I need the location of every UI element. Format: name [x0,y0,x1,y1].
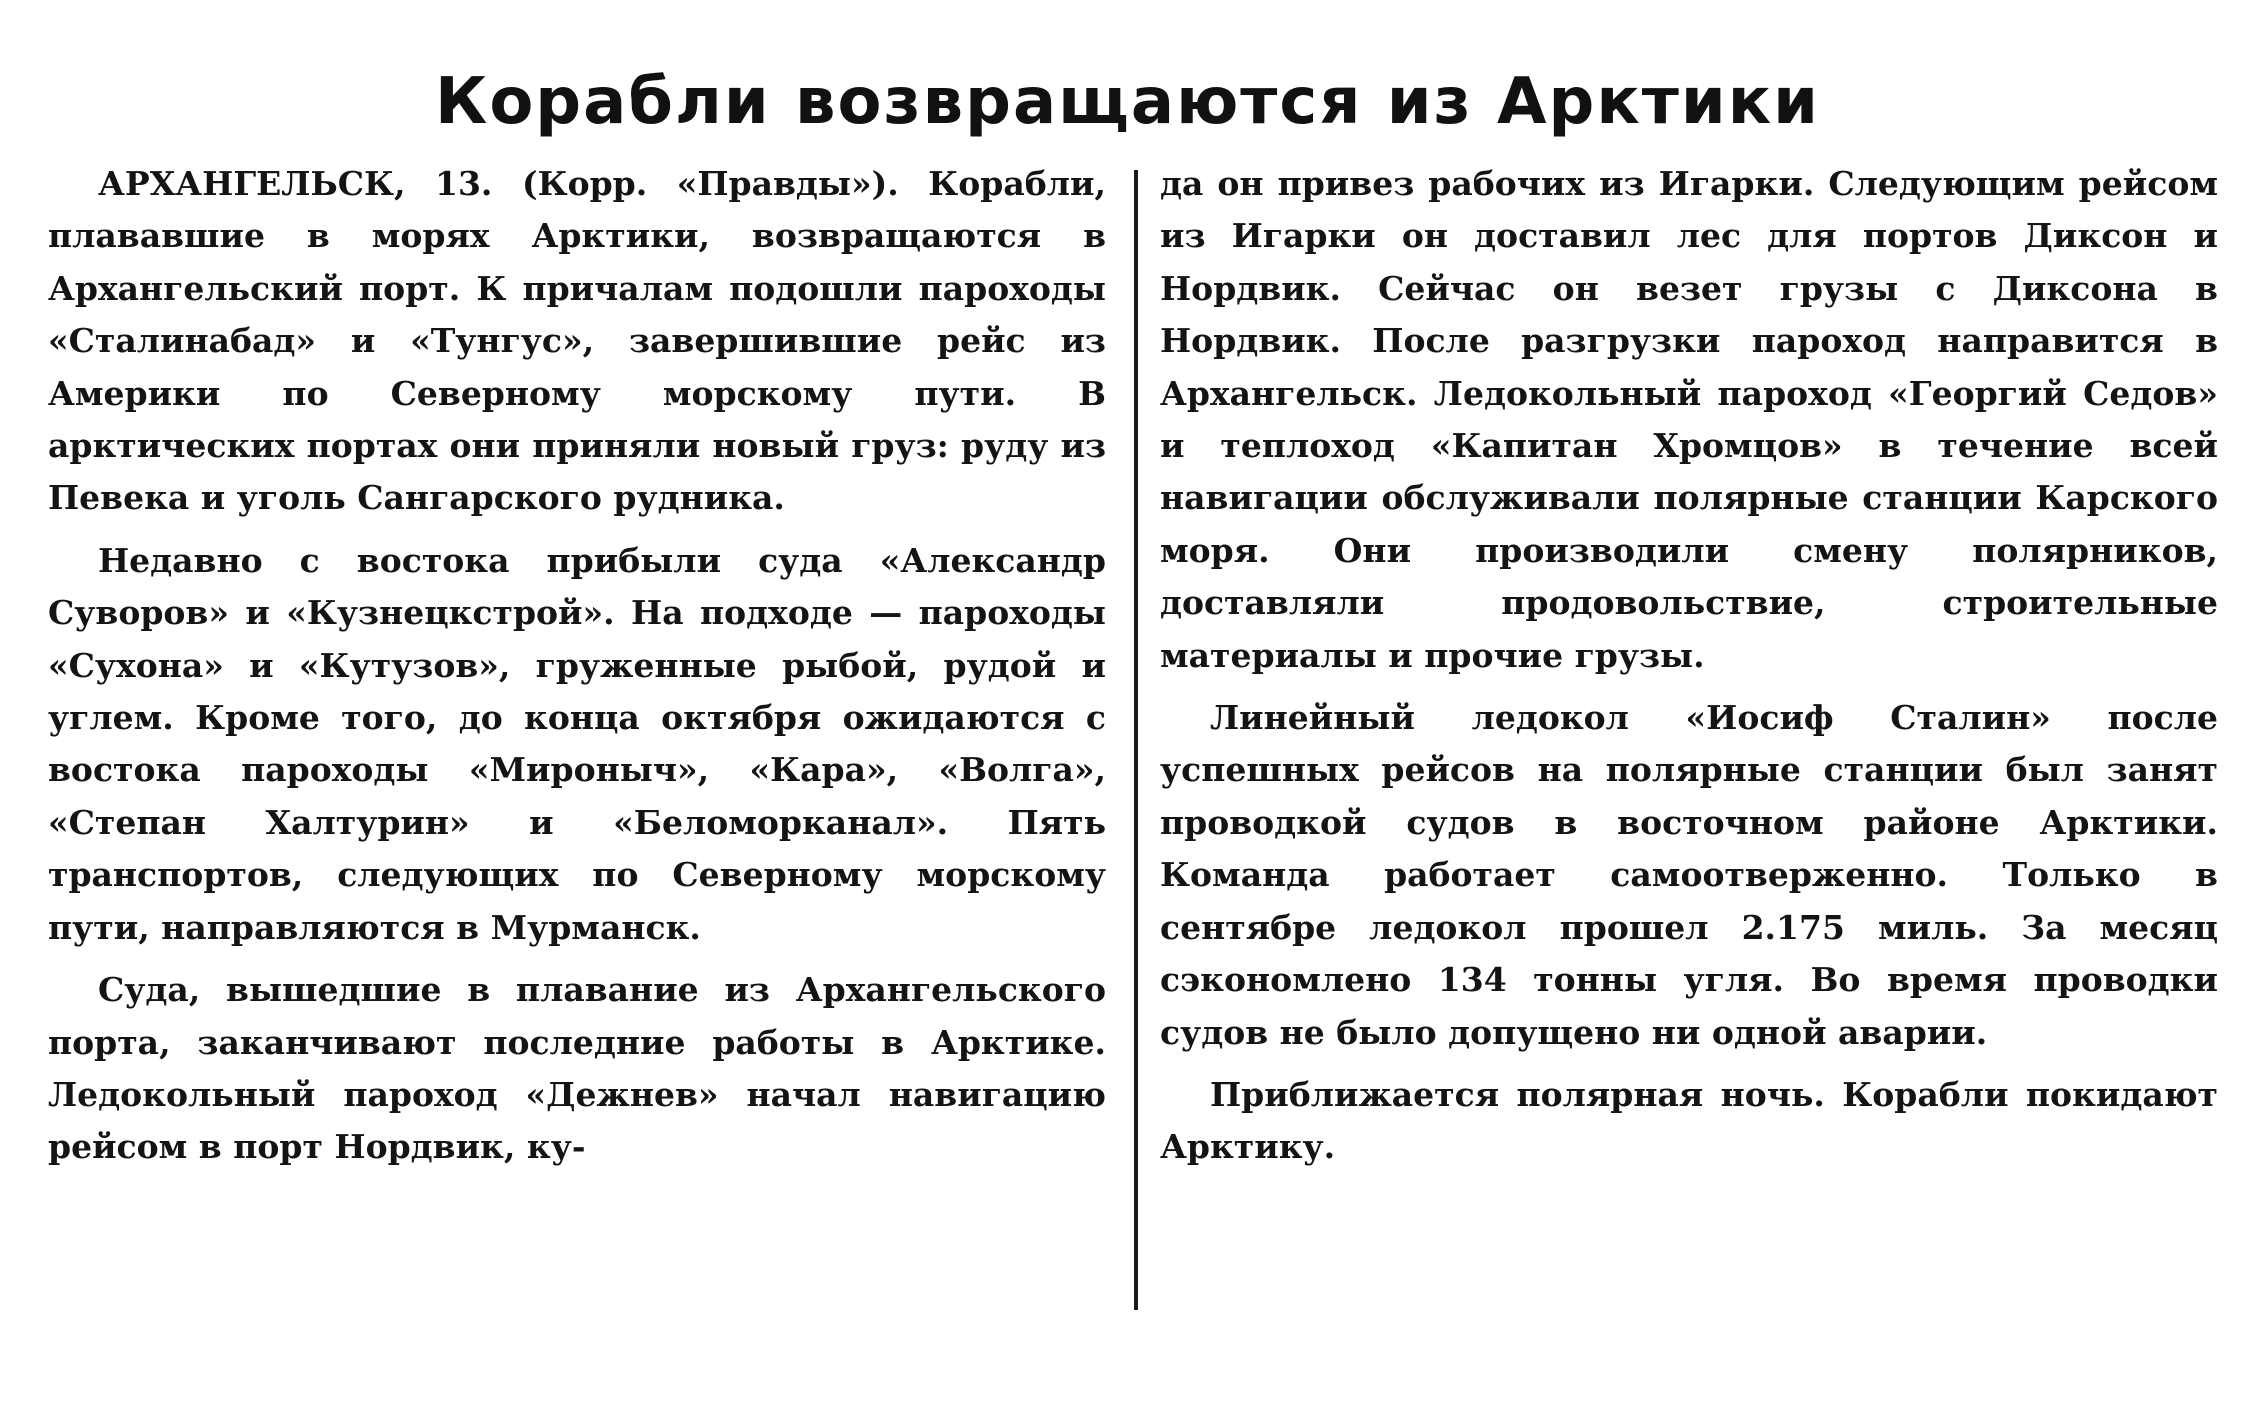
paragraph-continued: да он привез рабочих из Игарки. Следующим рейсом из Игарки он доставил лес для портов Диксон и Нордвик. Сейчас он везет грузы с Диксона в Нордвик. После разгрузки пароход направится в Архангельск. Ледокольный пароход «Георгий Седов» и теплоход «Капитан Хромцов» в течение всей навигации обслуживали полярные станции Карского моря. Они производили смену полярников, доставляли продовольствие, строительные материалы и прочие грузы. [1160,164,2218,675]
paragraph-closing: Приближается полярная ночь. Корабли покидают Арктику. [1160,1074,2218,1167]
article-column-left [48,158,1106,1174]
paragraph-departures: Суда, вышедшие в плавание из Архангельского порта, заканчивают последние работы в Арктике. Ледокольный пароход «Дежнев» начал навигацию рейсом в порт Нордвик, ку- [48,970,1106,1167]
paragraph-arrivals: Недавно с востока прибыли суда «Александр Суворов» и «Кузнецкстрой». На подходе — пароходы «Сухона» и «Кутузов», груженные рыбой, рудой и углем. Кроме того, до конца октября ожидаются с востока пароходы «Мироныч», «Кара», «Волга», «Степан Халтурин» и «Беломорканал». Пять транспортов, следующих по Северному морскому пути, направляются в Мурманск. [48,540,1106,947]
article-headline: Корабли возвращаются из Арктики [435,65,1820,139]
column-divider [1134,170,1138,1310]
article-column-right [1160,158,2218,1174]
paragraph-icebreaker: Линейный ледокол «Иосиф Сталин» после успешных рейсов на полярные станции был занят проводкой судов в восточном районе Арктики. Команда работает самоотверженно. Только в сентябре ледокол прошел 2.175 миль. За месяц сэкономлено 134 тонны угля. Во время проводки судов не было допущено ни одной аварии. [1160,698,2218,1052]
paragraph-dateline: АРХАНГЕЛЬСК, 13. (Корр. «Правды»). Корабли, плававшие в морях Арктики, возвращаются в Архангельский порт. К причалам подошли пароходы «Сталинабад» и «Тунгус», завершившие рейс из Америки по Северному морскому пути. В арктических портах они приняли новый груз: руду из Певека и уголь Сангарского рудника. [48,164,1106,518]
